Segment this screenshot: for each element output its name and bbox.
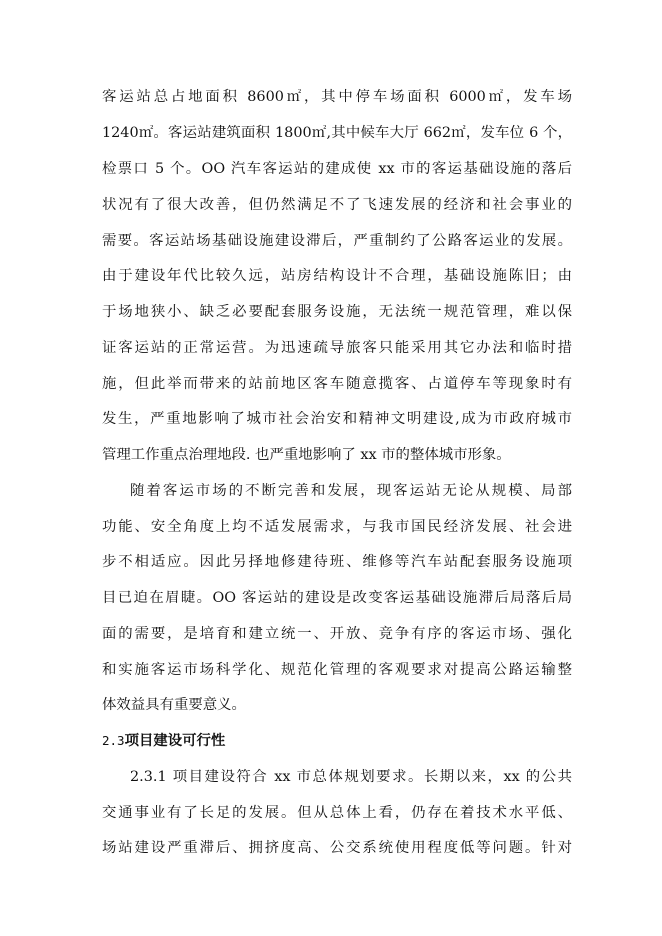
paragraph-2-line-4: 目已迫在眉睫。OO 客运站的建设是改变客运基础设施滞后局落后局 bbox=[102, 590, 572, 606]
paragraph-1-line-2: 1240㎡。客运站建筑面积 1800㎡,其中候车大厅 662㎡，发车位 6 个， bbox=[102, 125, 572, 141]
paragraph-2-line-1: 随着客运市场的不断完善和发展，现客运站无论从规模、局部 bbox=[130, 483, 572, 499]
paragraph-3-line-1: 2.3.1 项目建设符合 xx 市总体规划要求。长期以来，xx 的公共 bbox=[130, 769, 572, 785]
paragraph-1-line-9: 施，但此举而带来的站前地区客车随意揽客、占道停车等现象时有 bbox=[102, 376, 572, 392]
paragraph-2-line-5: 面的需要，是培育和建立统一、开放、竞争有序的客运市场、强化 bbox=[102, 626, 572, 642]
paragraph-1-line-10: 发生，严重地影响了城市社会治安和精神文明建设,成为市政府城市 bbox=[102, 411, 572, 427]
paragraph-1-line-5: 需要。客运站场基础设施建设滞后，严重制约了公路客运业的发展。 bbox=[102, 233, 572, 249]
paragraph-1-line-1: 客运站总占地面积 8600㎡，其中停车场面积 6000㎡，发车场 bbox=[102, 89, 572, 105]
paragraph-1-line-8: 证客运站的正常运营。为迅速疏导旅客只能采用其它办法和临时措 bbox=[102, 340, 572, 356]
paragraph-1-line-6: 由于建设年代比较久远，站房结构设计不合理，基础设施陈旧；由 bbox=[102, 268, 572, 284]
paragraph-1-line-3: 检票口 5 个。OO 汽车客运站的建成使 xx 市的客运基础设施的落后 bbox=[102, 161, 572, 177]
section-heading-title: 项目建设可行性 bbox=[124, 733, 226, 749]
paragraph-2-line-3: 步不相适应。因此另择地修建待班、维修等汽车站配套服务设施项 bbox=[102, 554, 572, 570]
paragraph-3-line-2: 交通事业有了长足的发展。但从总体上看，仍存在着技术水平低、 bbox=[102, 805, 572, 821]
paragraph-1-line-4: 状况有了很大改善，但仍然满足不了飞速发展的经济和社会事业的 bbox=[102, 197, 572, 213]
paragraph-3-line-3: 场站建设严重滞后、拥挤度高、公交系统使用程度低等问题。针对 bbox=[102, 840, 572, 856]
paragraph-1-line-11: 管理工作重点治理地段. 也严重地影响了 xx 市的整体城市形象。 bbox=[102, 447, 511, 463]
paragraph-2-line-2: 功能、安全角度上均不适发展需求，与我市国民经济发展、社会进 bbox=[102, 519, 572, 535]
section-heading bbox=[102, 731, 225, 751]
paragraph-2-line-6: 和实施客运市场科学化、规范化管理的客观要求对提高公路运输整 bbox=[102, 662, 572, 678]
section-heading-number: 2.3 bbox=[102, 733, 125, 748]
paragraph-1-line-7: 于场地狭小、缺乏必要配套服务设施，无法统一规范管理，难以保 bbox=[102, 304, 572, 320]
paragraph-2-line-7: 体效益具有重要意义。 bbox=[102, 697, 246, 713]
